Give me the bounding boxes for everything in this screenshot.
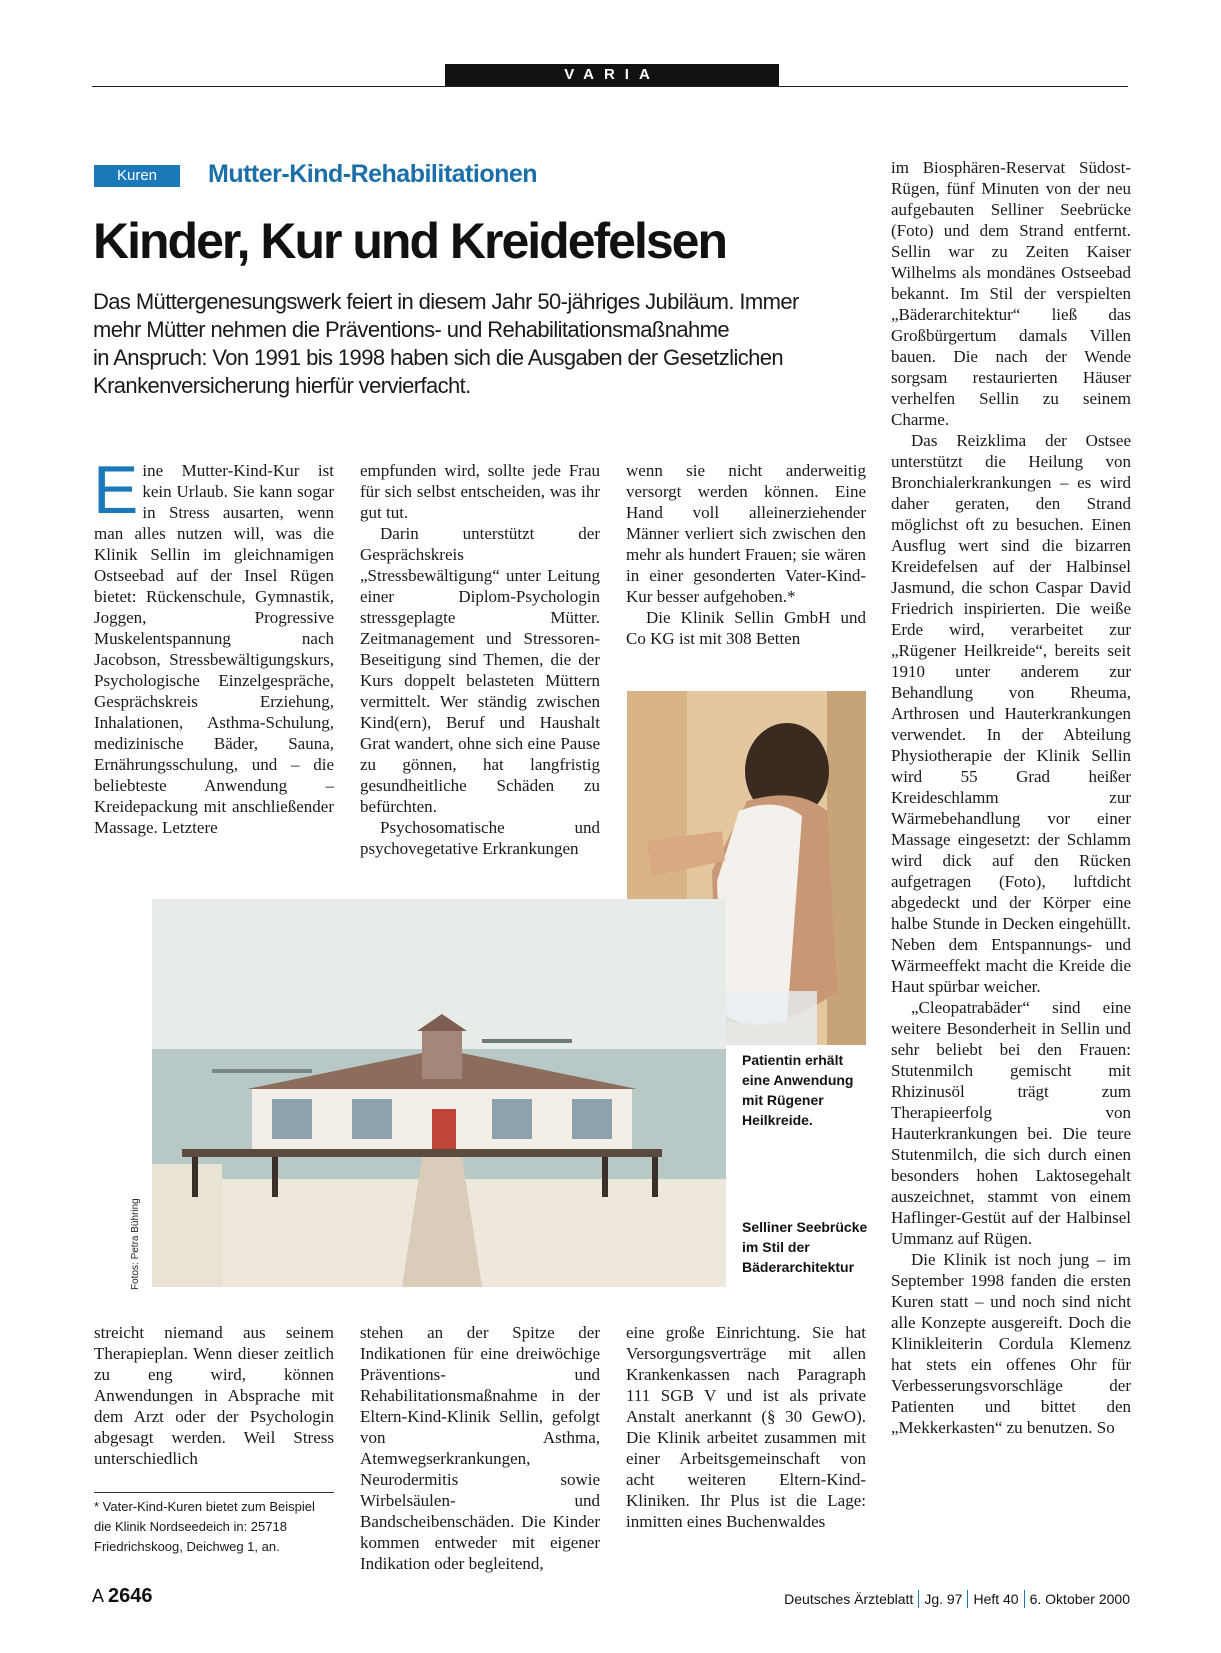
footnote: * Vater-Kind-Kuren bietet zum Beispiel die Klinik Nordseedeich in: 25718 Friedrichskoog, Deichweg 1, an.: [94, 1499, 315, 1554]
body-column-3: [626, 460, 866, 649]
page-number-value: 2646: [108, 1585, 153, 1607]
lead-line: mehr Mütter nehmen die Präventions- und Rehabilitationsmaßnahme: [93, 317, 729, 342]
article-headline: Kinder, Kur und Kreidefelsen: [93, 213, 727, 269]
kicker-title: Mutter-Kind-Rehabilitationen: [208, 160, 538, 188]
paragraph: streicht niemand aus seinem Therapieplan. Wenn dieser zeitlich zu eng wird, können Anwendungen in Absprache mit dem Arzt oder der Psychologin abgesagt werden. Weil Stress unterschiedlich: [94, 1323, 334, 1468]
body-column-2: [360, 460, 600, 859]
paragraph: [93, 452, 334, 838]
paragraph: stehen an der Spitze der Indikationen für eine dreiwöchige Präventions- und Rehabilitationsmaßnahme in der Eltern-Kind-Klinik Sellin, gefolgt von Asthma, Atemwegserkrankungen, Neurodermitis sowie Wirbelsäulen- und Bandscheibenschäden. Die Kinder kommen entweder mit eigener Indikation oder begleitend,: [360, 1323, 600, 1573]
journal-name: Deutsches Ärzteblatt: [784, 1591, 914, 1607]
drop-cap: E: [93, 452, 139, 528]
paragraph: Darin unterstützt der Gesprächskreis „Stressbewältigung“ unter Leitung einer Diplom-Psychologin stressgeplagte Mütter. Zeitmanagement und Stressoren-Beseitigung sind Themen, die der Kurs doppelt belasteten Müttern vermittelt. Wer ständig zwischen Kind(ern), Beruf und Haushalt Grat wandert, ohne sich eine Pause zu gönnen, hat langfristig gesundheitliche Schäden zu befürchten.: [360, 524, 600, 816]
body-column-4: [891, 157, 1131, 1438]
paragraph: Das Reizklima der Ostsee unterstützt die Heilung von Bronchialerkrankungen – es wird daher geraten, den Strand möglichst oft zu besuchen. Einen Ausflug wert sind die bizarren Kreidefelsen auf der Halbinsel Jasmund, die schon Caspar David Friedrich inspirierten. Die weiße Erde wird, verarbeitet zur „Rügener Heilkreide“, bereits seit 1910 unter anderem zur Behandlung von Rheuma, Arthrosen und Hauterkrankungen verwendet. In der Abteilung Physiotherapie der Klinik Sellin wird 55 Grad heißer Kreideschlamm zur Wärmebehandlung vor einer Massage eingesetzt: der Schlamm wird dick auf den Rücken aufgetragen (Foto), luftdicht abgedeckt und der Körper eine halbe Stunde in Decken eingehüllt. Neben dem Entspannungs- und Wärmeeffekt macht die Kreide die Haut spürbar weicher.: [891, 431, 1131, 996]
separator: [967, 1590, 968, 1608]
lead-line: Das Müttergenesungswerk feiert in diesem Jahr 50-jähriges Jubiläum. Immer: [93, 289, 799, 314]
paragraph: „Cleopatrabäder“ sind eine weitere Besonderheit in Sellin und sehr beliebt bei den Frauen: Stutenmilch gemischt mit Rhizinusöl trägt zum Therapieerfolg von Hauterkrankungen bei. Die teure Stutenmilch, die sich durch einen besonders hohen Laktosegehalt auszeichnet, stammt von einem Haflinger-Gestüt auf der Halbinsel Ummanz auf Rügen.: [891, 998, 1131, 1248]
section-label: VARIA: [445, 64, 779, 86]
body-column-1: [93, 452, 334, 838]
article-lead: [93, 288, 853, 400]
pier-photo-illustration: [152, 899, 726, 1287]
paragraph: wenn sie nicht anderweitig versorgt werden können. Eine Hand voll alleinerziehender Männer verliert sich zwischen den mehr als hundert Frauen; sie wären in einer gesonderten Vater-Kind-Kur besser aufgehoben.*: [626, 461, 866, 606]
footnote-rule: [94, 1492, 334, 1493]
page-prefix: A: [92, 1586, 104, 1606]
header-rule: [92, 86, 1128, 87]
pier-photo: [152, 899, 726, 1287]
journal-info: [784, 1590, 1130, 1608]
paragraph: im Biosphären-Reservat Südost-Rügen, fünf Minuten von der neu aufgebauten Selliner Seebrücke (Foto) und dem Strand entfernt. Sellin war zu Zeiten Kaiser Wilhelms als mondänes Ostseebad bekannt. Im Stil der verspielten „Bäderarchitektur“ ließ das Großbürgertum damals Villen bauen. Die nach der Wende sorgsam restaurierten Häuser verhelfen Sellin zu seinem Charme.: [891, 158, 1131, 429]
patient-photo-caption: Patientin erhält eine Anwendung mit Rügener Heilkreide.: [742, 1052, 854, 1128]
body-column-2-continued: [360, 1322, 600, 1574]
paragraph: eine große Einrichtung. Sie hat Versorgungsverträge mit allen Krankenkassen nach Paragraph 111 SGB V und ist als private Anstalt anerkannt (§ 30 GewO). Die Klinik arbeitet zusammen mit einer Arbeitsgemeinschaft von acht weiteren Eltern-Kind-Kliniken. Ihr Plus ist die Lage: inmitten eines Buchenwaldes: [626, 1323, 866, 1531]
page-number: [92, 1585, 153, 1608]
category-tag: Kuren: [94, 165, 180, 187]
journal-date: 6. Oktober 2000: [1029, 1591, 1130, 1607]
paragraph: Psychosomatische und psychovegetative Erkrankungen: [360, 818, 600, 858]
pier-photo-caption: Selliner Seebrücke im Stil der Bäderarchitektur: [742, 1219, 868, 1275]
body-column-1-continued: [94, 1322, 334, 1469]
journal-issue: Heft 40: [973, 1591, 1019, 1607]
separator: [1024, 1590, 1025, 1608]
paragraph: Die Klinik ist noch jung – im September 1998 fanden die ersten Kuren statt – und noch sind nicht alle Konzepte ausgereift. Doch die Klinikleiterin Cordula Klemenz hat stets ein offenes Ohr für Verbesserungsvorschläge der Patienten und bittet den „Mekkerkasten“ zu benutzen. So: [891, 1250, 1131, 1437]
paragraph: Die Klinik Sellin GmbH und Co KG ist mit 308 Betten: [626, 608, 866, 648]
separator: [918, 1590, 919, 1608]
lead-line: in Anspruch: Von 1991 bis 1998 haben sich die Ausgaben der Gesetzlichen: [93, 345, 784, 370]
lead-line: Krankenversicherung hierfür vervierfacht.: [93, 373, 471, 398]
paragraph: empfunden wird, sollte jede Frau für sich selbst entscheiden, was ihr gut tut.: [360, 461, 600, 522]
body-column-3-continued: [626, 1322, 866, 1532]
photo-credit: Fotos: Petra Bühring: [130, 1198, 141, 1290]
journal-volume: Jg. 97: [924, 1591, 963, 1607]
paragraph-text: ine Mutter-Kind-Kur ist kein Urlaub. Sie kann sogar in Stress ausarten, wenn man alles nutzen will, was die Klinik Sellin im gleichnamigen Ostseebad auf der Insel Rügen bietet: Rückenschule, Gymnastik, Joggen, Progressive Muskelentspannung nach Jacobson, Stressbewältigungskurs, Psychologische Einzelgespräche, Gesprächskreis Erziehung, Inhalationen, Asthma-Schulung, medizinische Bäder, Sauna, Ernährungsschulung, und – die beliebteste Anwendung – Kreidepackung mit anschließender Massage. Letztere: [94, 461, 334, 837]
